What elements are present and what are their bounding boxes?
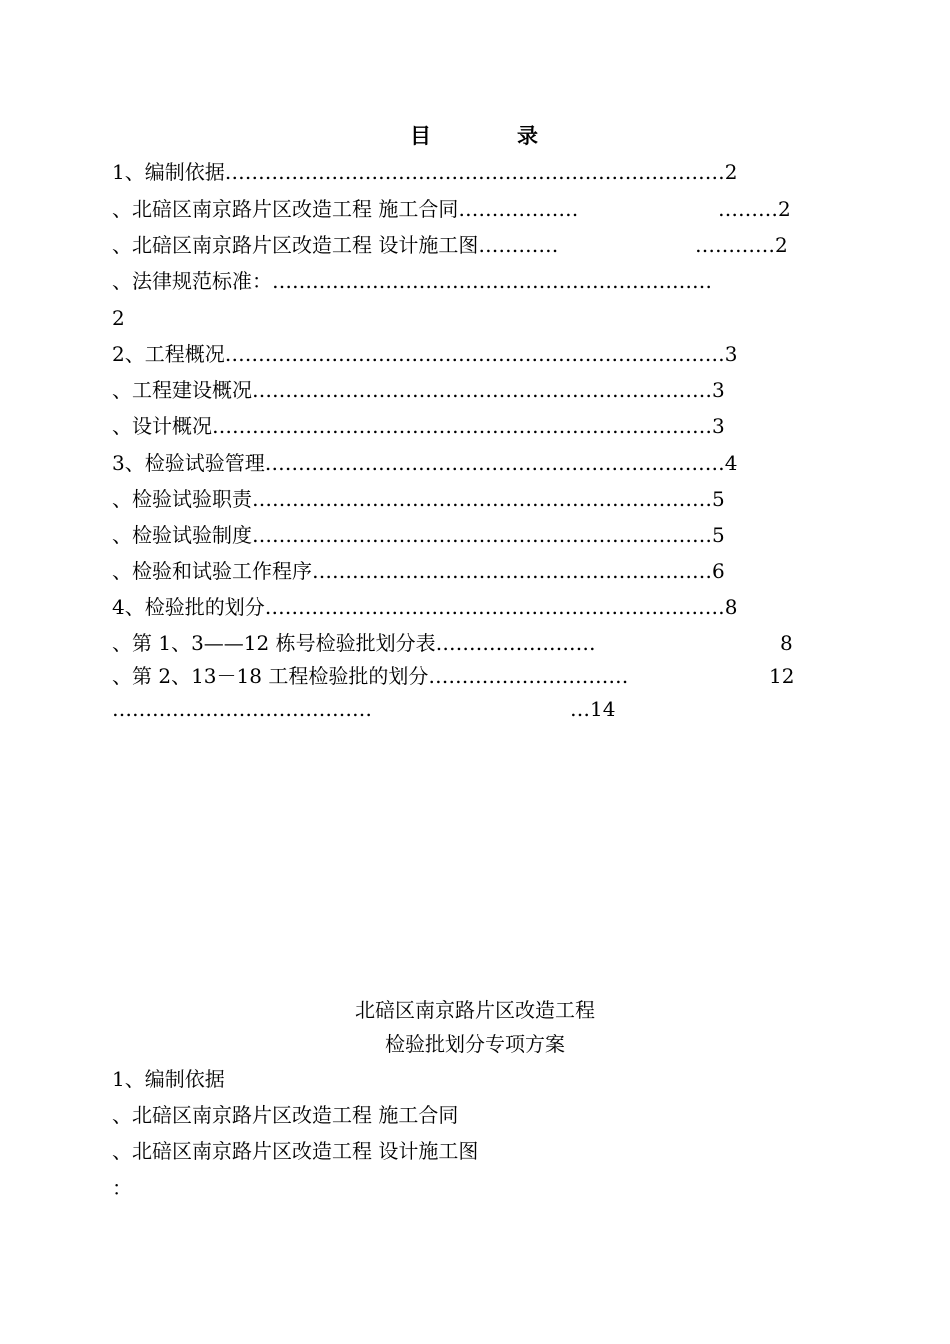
toc-entry[interactable]: 、北碚区南京路片区改造工程 施工合同………………: [112, 197, 579, 221]
toc-entry-page: 8: [780, 631, 793, 655]
section-item: ：: [112, 1176, 132, 1200]
document-subheading: 检验批划分专项方案: [385, 1032, 565, 1056]
section-item: 、北碚区南京路片区改造工程 设计施工图: [112, 1139, 479, 1163]
section-item: 、北碚区南京路片区改造工程 施工合同: [112, 1103, 459, 1127]
toc-title-right: 录: [517, 123, 538, 148]
toc-title: [410, 124, 538, 148]
section-heading: 1、编制依据: [112, 1067, 225, 1091]
toc-entry-page: ………2: [718, 197, 791, 221]
toc-entry-page: 2: [112, 306, 125, 330]
toc-entry[interactable]: 、第 2、13－18 工程检验批的划分…………………………: [112, 664, 629, 688]
toc-entry[interactable]: 1、编制依据…………………………………………………………………2: [112, 160, 738, 184]
toc-entry[interactable]: 、检验试验制度……………………………………………………………5: [112, 523, 725, 547]
toc-title-left: 目: [410, 123, 431, 148]
toc-entry[interactable]: 、工程建设概况……………………………………………………………3: [112, 378, 725, 402]
document-heading: 北碚区南京路片区改造工程: [355, 998, 595, 1022]
toc-entry[interactable]: 、法律规范标准：…………………………………………………………: [112, 269, 712, 293]
toc-entry[interactable]: 、第 1、3——12 栋号检验批划分表……………………: [112, 631, 596, 655]
toc-entry[interactable]: 、北碚区南京路片区改造工程 设计施工图…………: [112, 233, 559, 257]
toc-entry-page: …………2: [695, 233, 788, 257]
toc-entry[interactable]: 、设计概况…………………………………………………………………3: [112, 414, 725, 438]
toc-entry[interactable]: 2、工程概况…………………………………………………………………3: [112, 342, 738, 366]
toc-entry[interactable]: 3、检验试验管理……………………………………………………………4: [112, 451, 738, 475]
toc-entry[interactable]: 、检验试验职责……………………………………………………………5: [112, 487, 725, 511]
toc-entry[interactable]: 、检验和试验工作程序……………………………………………………6: [112, 559, 725, 583]
toc-entry-page: 12: [769, 664, 795, 688]
toc-entry[interactable]: 4、检验批的划分……………………………………………………………8: [112, 595, 738, 619]
toc-entry[interactable]: …………………………………: [112, 697, 372, 721]
toc-entry-page: …14: [570, 697, 616, 721]
